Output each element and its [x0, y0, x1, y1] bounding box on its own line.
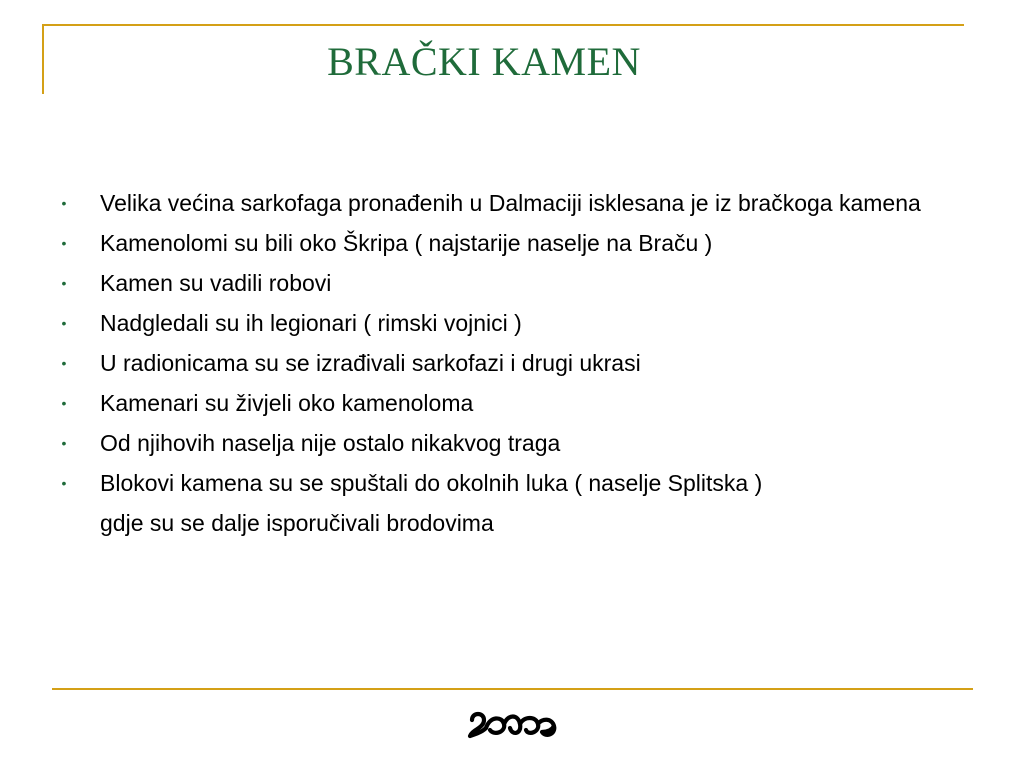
bullet-icon: •	[61, 235, 67, 251]
frame-bottom-line	[52, 688, 973, 690]
slide-title: BRAČKI KAMEN	[327, 39, 641, 84]
bullet-item	[58, 346, 958, 380]
bullet-text: Od njihovih naselja nije ostalo nikakvog traga	[100, 430, 561, 456]
bullet-icon: •	[61, 275, 67, 291]
bullet-text: U radionicama su se izrađivali sarkofazi i drugi ukrasi	[100, 350, 641, 376]
bullet-item	[58, 386, 958, 420]
bullet-text: Blokovi kamena su se spuštali do okolnih luka ( naselje Splitska )	[100, 470, 763, 496]
bullet-item	[58, 306, 958, 340]
bullet-text: Nadgledali su ih legionari ( rimski vojnici )	[100, 310, 522, 336]
bullet-text: Kamen su vadili robovi	[100, 270, 332, 296]
bullet-icon: •	[61, 475, 67, 491]
bullet-item	[58, 466, 958, 540]
floral-ornament-svg	[464, 708, 560, 744]
floral-ornament-icon	[0, 706, 1024, 746]
bullet-icon: •	[61, 395, 67, 411]
bullet-item	[58, 186, 958, 220]
bullet-item	[58, 226, 958, 260]
bullet-icon: •	[61, 315, 67, 331]
bullet-text: Velika većina sarkofaga pronađenih u Dalmaciji isklesana je iz bračkoga kamena	[100, 190, 921, 216]
frame-top-line	[42, 24, 964, 26]
bullet-icon: •	[61, 195, 67, 211]
bullet-item	[58, 266, 958, 300]
bullet-text: Kamenolomi su bili oko Škripa ( najstarije naselje na Braču )	[100, 230, 713, 256]
bullet-item	[58, 426, 958, 460]
bullet-icon: •	[61, 355, 67, 371]
bullet-list	[58, 186, 958, 546]
bullet-continuation-text: gdje su se dalje isporučivali brodovima	[100, 510, 494, 536]
bullet-text: Kamenari su živjeli oko kamenoloma	[100, 390, 474, 416]
bullet-icon: •	[61, 435, 67, 451]
